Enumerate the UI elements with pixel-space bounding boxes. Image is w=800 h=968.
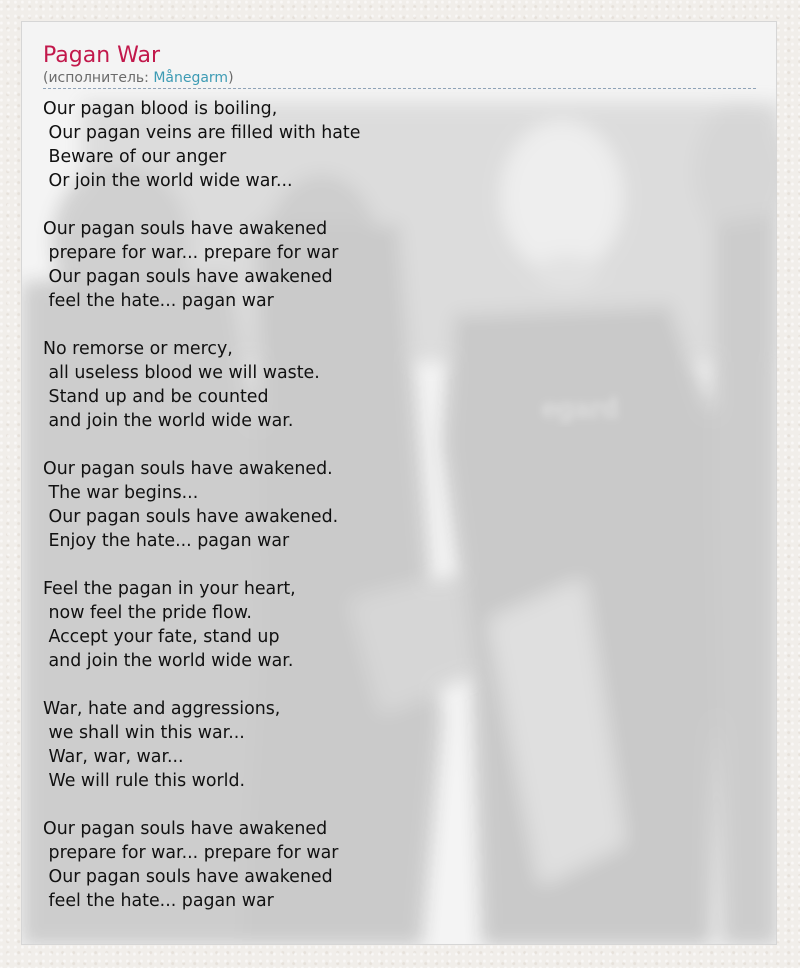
content xyxy=(43,42,756,913)
lyrics-card xyxy=(21,21,777,945)
artist-prefix: (исполнитель: xyxy=(43,70,154,86)
song-title: Pagan War xyxy=(43,43,161,68)
artist-suffix: ) xyxy=(228,70,234,86)
svg-text:egard: egard xyxy=(542,394,619,424)
artist-link[interactable]: Månegarm xyxy=(153,70,229,86)
lyrics-text: Our pagan blood is boiling, Our pagan veins are filled with hate Beware of our anger Or join the world wide war... Our pagan souls have awakened prepare for war... prepare for war Our pagan souls have awakened feel the hate... pagan war No remorse or mercy, all useless blood we will waste. Stand up and be counted and join the world wide war. Our pagan souls have awakened. The war begins... Our pagan souls have awakened. Enjoy the hate... pagan war Feel the pagan in your heart, now feel the pride flow. Accept your fate, stand up and join the world wide war. War, hate and aggressions, we shall win this war... War, war, war... We will rule this world. Our pagan souls have awakened prepare for war... prepare for war Our pagan souls have awakened feel the hate... pagan war xyxy=(43,99,361,911)
artist-line xyxy=(43,70,756,89)
